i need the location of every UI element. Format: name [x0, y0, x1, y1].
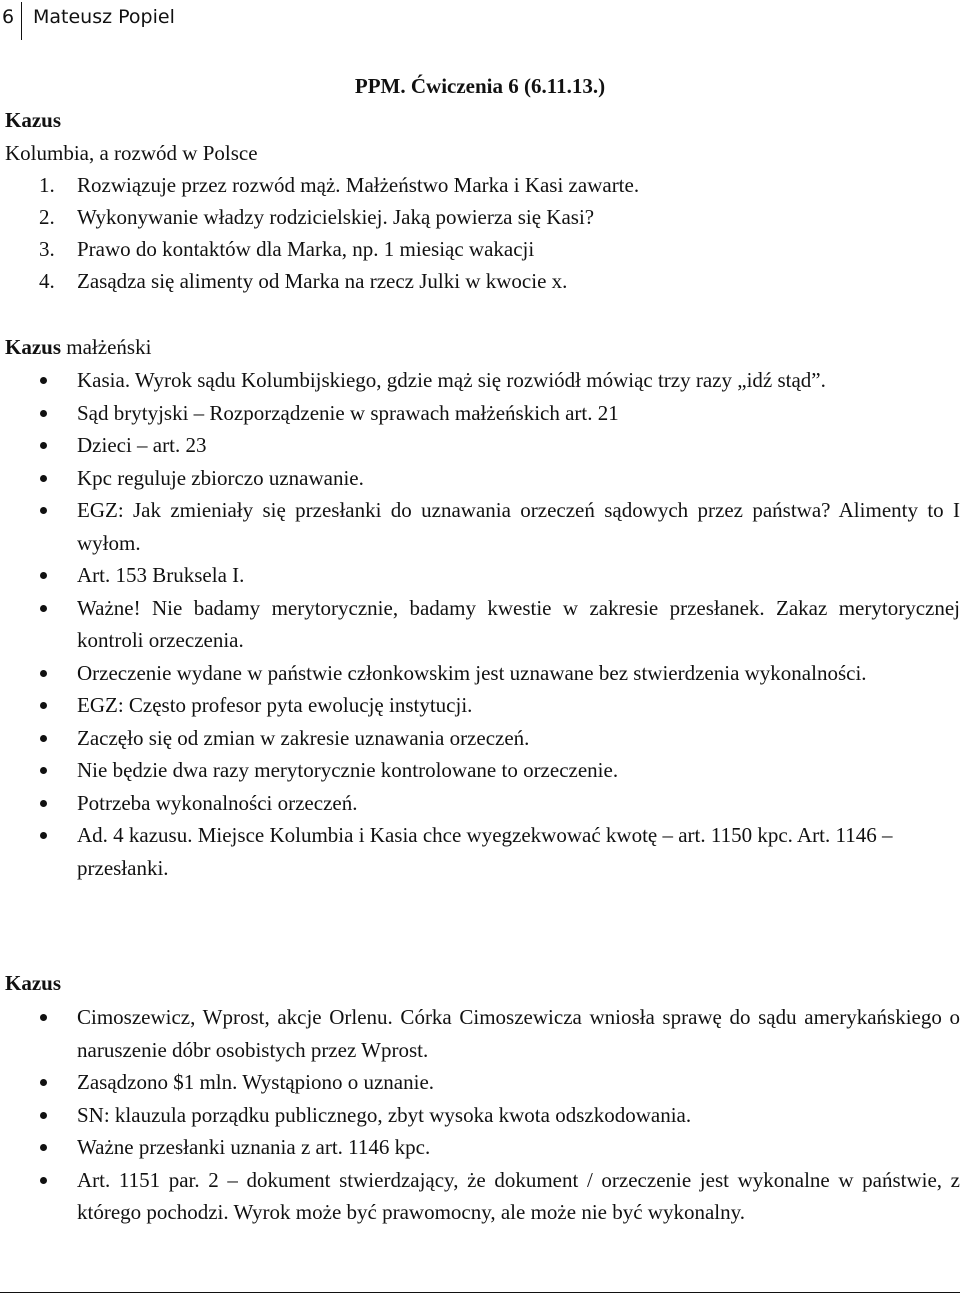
bullet-icon — [40, 572, 47, 579]
bullet-icon — [40, 605, 47, 612]
list-item — [0, 1001, 960, 1066]
bullet-icon — [40, 832, 47, 839]
list-item — [0, 1066, 960, 1099]
list-item — [0, 1164, 960, 1229]
section2-bullet-list — [0, 364, 960, 884]
item-number: 4. — [39, 269, 55, 293]
item-text: EGZ: Często profesor pyta ewolucję instytucji. — [77, 693, 473, 717]
section3-bullet-list — [0, 1001, 960, 1229]
item-text: Nie będzie dwa razy merytorycznie kontrolowane to orzeczenie. — [77, 758, 619, 782]
section1-heading-text: Kazus — [5, 108, 62, 132]
list-item — [0, 364, 960, 397]
list-item — [0, 754, 960, 787]
item-text: Rozwiązuje przez rozwód mąż. Małżeństwo Marka i Kasi zawarte. — [77, 173, 640, 197]
bullet-icon — [40, 800, 47, 807]
list-item — [0, 169, 639, 201]
item-text: Orzeczenie wydane w państwie członkowskim jest uznawane bez stwierdzenia wykonalności. — [77, 660, 867, 685]
list-item — [0, 462, 960, 495]
list-item — [0, 657, 960, 690]
list-item — [0, 689, 960, 722]
section2-heading — [5, 331, 151, 363]
bullet-icon — [40, 507, 47, 514]
list-item — [0, 397, 960, 430]
list-item — [0, 265, 639, 297]
item-text: Kpc reguluje zbiorczo uznawanie. — [77, 465, 364, 490]
item-text: Art. 1151 par. 2 – dokument stwierdzający, że dokument / orzeczenie jest wykonalne w państwie, z którego pochodzi. Wyrok może być prawomocny, ale może nie być wykonalny. — [77, 1167, 960, 1224]
list-item — [0, 1099, 960, 1132]
item-text: EGZ: Jak zmieniały się przesłanki do uznawania orzeczeń sądowych przez państwa? Alimenty to I wyłom. — [77, 498, 960, 555]
bullet-icon — [40, 377, 47, 384]
list-item — [0, 592, 960, 657]
list-item — [0, 722, 960, 755]
item-text: Kasia. Wyrok sądu Kolumbijskiego, gdzie mąż się rozwiódł mówiąc trzy razy „idź stąd”. — [77, 368, 826, 392]
bullet-icon — [40, 670, 47, 677]
list-item — [0, 559, 960, 592]
list-item — [0, 494, 960, 559]
header-author: Mateusz Popiel — [33, 6, 175, 28]
bullet-icon — [40, 735, 47, 742]
item-text: Ad. 4 kazusu. Miejsce Kolumbia i Kasia chce wyegzekwować kwotę – art. 1150 kpc. Art. 1146 – przesłanki. — [77, 823, 893, 880]
item-number: 2. — [39, 205, 55, 229]
list-item — [0, 819, 960, 884]
bullet-icon — [40, 702, 47, 709]
item-text: Potrzeba wykonalności orzeczeń. — [77, 790, 358, 815]
item-text: Wykonywanie władzy rodzicielskiej. Jaką powierza się Kasi? — [77, 205, 595, 229]
bullet-icon — [40, 1079, 47, 1086]
list-item — [0, 429, 960, 462]
page-number: 6 — [2, 6, 15, 28]
item-text: Ważne przesłanki uznania z art. 1146 kpc. — [77, 1135, 431, 1159]
section1-heading — [5, 104, 61, 136]
bullet-icon — [40, 767, 47, 774]
bullet-icon — [40, 442, 47, 449]
section2-heading-bold: Kazus — [5, 335, 62, 359]
list-item — [0, 787, 960, 820]
item-text: Dzieci – art. 23 — [77, 433, 207, 457]
item-text: Sąd brytyjski – Rozporządzenie w sprawach małżeńskich art. 21 — [77, 400, 619, 425]
item-number: 3. — [39, 237, 55, 261]
section3-heading-text: Kazus — [5, 971, 62, 995]
item-text: SN: klauzula porządku publicznego, zbyt wysoka kwota odszkodowania. — [77, 1102, 692, 1127]
header-divider — [21, 2, 22, 40]
page-header — [0, 2, 960, 38]
item-text: Ważne! Nie badamy merytorycznie, badamy kwestie w zakresie przesłanek. Zakaz merytorycznej kontroli orzeczenia. — [77, 595, 960, 652]
bullet-icon — [40, 1014, 47, 1021]
list-item — [0, 1131, 960, 1164]
bullet-icon — [40, 1144, 47, 1151]
bullet-icon — [40, 410, 47, 417]
item-text: Zasądzono $1 mln. Wystąpiono o uznanie. — [77, 1070, 435, 1094]
bullet-icon — [40, 475, 47, 482]
item-text: Cimoszewicz, Wprost, akcje Orlenu. Córka Cimoszewicza wniosła sprawę do sądu amerykańskiego o naruszenie dóbr osobistych przez Wprost. — [77, 1005, 960, 1062]
item-text: Art. 153 Bruksela I. — [77, 563, 245, 587]
item-text: Zasądza się alimenty od Marka na rzecz Julki w kwocie x. — [77, 269, 568, 293]
item-text: Prawo do kontaktów dla Marka, np. 1 miesiąc wakacji — [77, 237, 535, 261]
section2-heading-rest: małżeński — [61, 335, 152, 359]
section1-subtitle: Kolumbia, a rozwód w Polsce — [5, 141, 258, 165]
bullet-icon — [40, 1112, 47, 1119]
list-item — [0, 233, 639, 265]
item-text: Zaczęło się od zmian w zakresie uznawania orzeczeń. — [77, 725, 530, 750]
bullet-icon — [40, 1177, 47, 1184]
footer-divider — [0, 1292, 960, 1293]
list-item — [0, 201, 639, 233]
item-number: 1. — [39, 173, 55, 197]
section3-heading — [5, 967, 61, 999]
document-title: PPM. Ćwiczenia 6 (6.11.13.) — [354, 74, 606, 98]
section1-numbered-list — [0, 169, 639, 297]
